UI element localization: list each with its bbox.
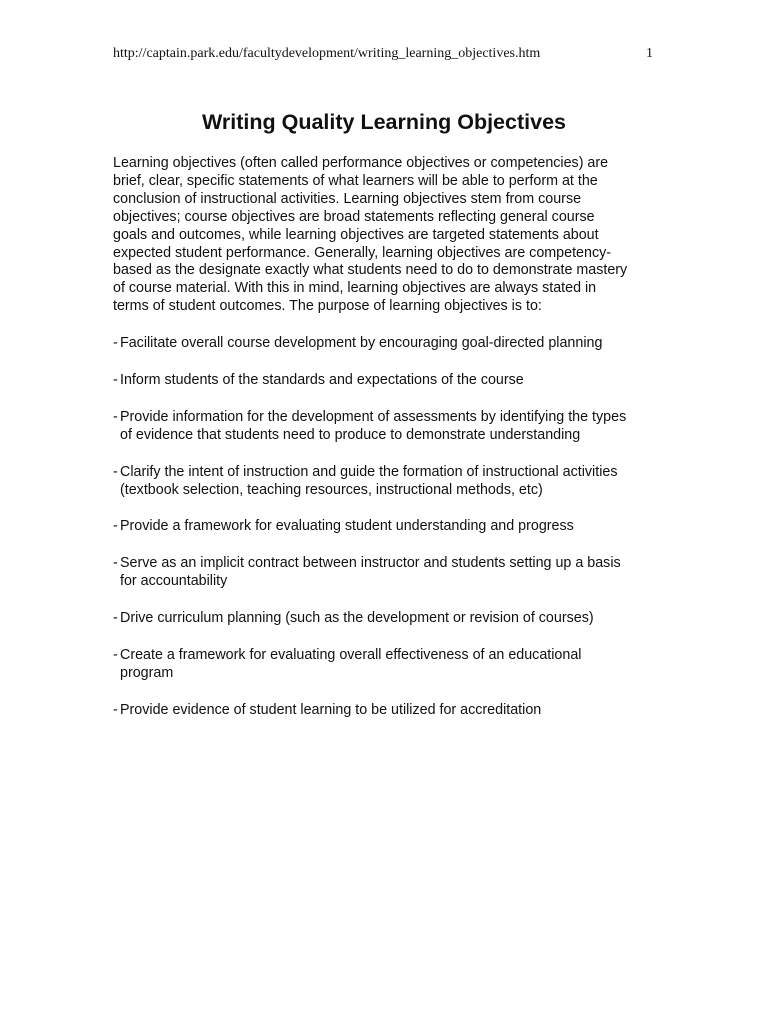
bullet-dash: - xyxy=(113,555,118,572)
list-item xyxy=(113,702,673,720)
intro-line: goals and outcomes, while learning objectives are targeted statements about xyxy=(113,226,599,243)
intro-paragraph xyxy=(113,155,661,316)
bullet-dash: - xyxy=(113,647,118,664)
intro-line: of course material. With this in mind, learning objectives are always stated in xyxy=(113,280,597,297)
list-item xyxy=(113,555,673,591)
intro-line: brief, clear, specific statements of what learners will be able to perform at the xyxy=(113,172,598,189)
list-item-text: Drive curriculum planning (such as the development or revision of courses) xyxy=(120,610,594,627)
list-item xyxy=(113,409,673,445)
list-item-text: Provide information for the development of assessments by identifying the types xyxy=(120,408,627,425)
list-item xyxy=(113,518,673,536)
list-item-text: of evidence that students need to produce to demonstrate understanding xyxy=(120,426,581,443)
intro-line: Learning objectives (often called performance objectives or competencies) are xyxy=(113,155,609,171)
bullet-dash: - xyxy=(113,408,118,425)
bullet-dash: - xyxy=(113,335,118,351)
list-item xyxy=(113,610,673,628)
list-item-text: for accountability xyxy=(120,573,228,590)
intro-line: terms of student outcomes. The purpose of learning objectives is to: xyxy=(113,298,542,315)
intro-line: based as the designate exactly what students need to do to demonstrate mastery xyxy=(113,262,628,279)
objectives-list xyxy=(113,335,673,739)
list-item xyxy=(113,464,673,500)
header-url: http://captain.park.edu/facultydevelopment/writing_learning_objectives.htm xyxy=(113,46,541,61)
list-item xyxy=(113,372,673,390)
list-item-text: Serve as an implicit contract between instructor and students setting up a basis xyxy=(120,555,621,572)
list-item-text: program xyxy=(120,664,174,681)
intro-line: objectives; course objectives are broad statements reflecting general course xyxy=(113,208,595,225)
list-item xyxy=(113,335,673,353)
bullet-dash: - xyxy=(113,518,118,535)
bullet-dash: - xyxy=(113,371,118,388)
list-item-text: Inform students of the standards and expectations of the course xyxy=(120,371,524,388)
bullet-dash: - xyxy=(113,610,118,627)
bullet-dash: - xyxy=(113,463,118,480)
list-item-text: Facilitate overall course development by encouraging goal-directed planning xyxy=(120,335,603,351)
intro-line: conclusion of instructional activities. Learning objectives stem from course xyxy=(113,190,582,207)
list-item-text: (textbook selection, teaching resources, instructional methods, etc) xyxy=(120,481,543,498)
list-item-text: Clarify the intent of instruction and guide the formation of instructional activities xyxy=(120,463,618,480)
bullet-dash: - xyxy=(113,701,118,718)
list-item-text: Provide a framework for evaluating student understanding and progress xyxy=(120,518,574,535)
list-item-text: Provide evidence of student learning to be utilized for accreditation xyxy=(120,701,542,718)
list-item-text: Create a framework for evaluating overall effectiveness of an educational xyxy=(120,647,582,664)
document-title: Writing Quality Learning Objectives xyxy=(202,110,566,134)
list-item xyxy=(113,647,673,683)
page-number: 1 xyxy=(646,46,653,61)
intro-line: expected student performance. Generally, learning objectives are competency- xyxy=(113,244,612,261)
